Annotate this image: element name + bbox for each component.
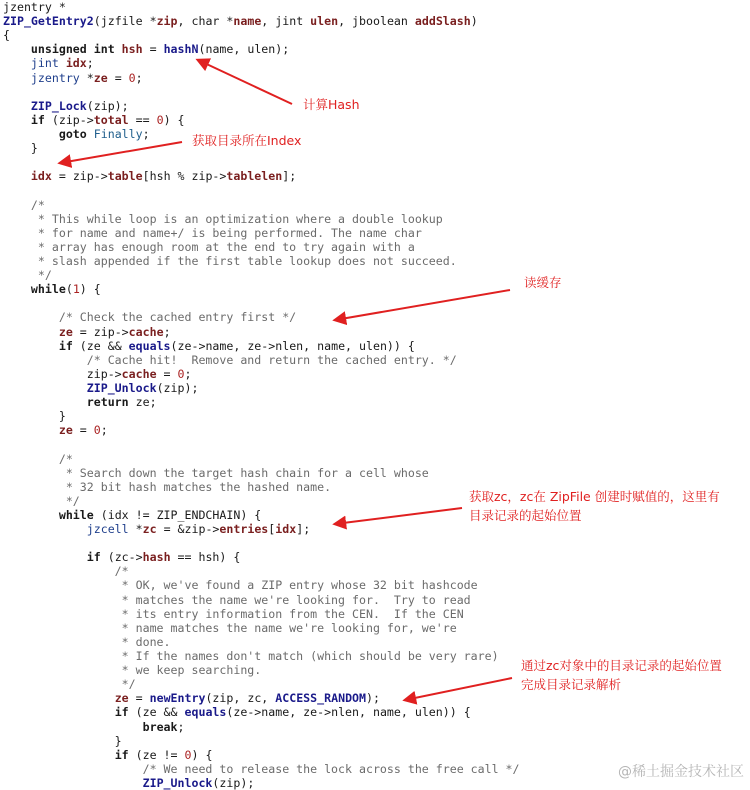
code-token: * its entry information from the CEN. If the CEN xyxy=(3,606,464,621)
code-token: cache xyxy=(121,366,157,381)
code-token: addSlash xyxy=(414,14,471,29)
code-token: ); xyxy=(366,691,380,706)
code-line xyxy=(3,85,520,99)
code-line xyxy=(3,762,520,776)
code-token: while xyxy=(30,282,66,297)
code-token xyxy=(3,325,59,339)
code-token: jzcell xyxy=(86,522,136,537)
code-token xyxy=(3,381,87,395)
code-token: * xyxy=(86,70,94,85)
annotation-get-zc-line1: 获取zc，zc在 ZipFile 创建时赋值的，这里有 xyxy=(469,489,720,504)
code-line xyxy=(3,621,520,635)
code-line xyxy=(3,437,520,451)
code-line xyxy=(3,522,520,536)
code-line xyxy=(3,268,520,282)
code-token: jint xyxy=(30,56,66,71)
code-token xyxy=(3,395,87,409)
code-token: [ xyxy=(268,522,276,537)
code-token: (ze && xyxy=(72,338,129,353)
annotation-get-zc-line2: 目录记录的起始位置 xyxy=(469,508,582,523)
code-line xyxy=(3,381,520,395)
code-token: ACCESS_RANDOM xyxy=(275,691,367,706)
code-line xyxy=(3,240,520,254)
code-token xyxy=(3,423,59,437)
code-token: * Search down the target hash chain for a cell whose xyxy=(3,465,429,480)
code-token: == xyxy=(128,112,157,127)
code-token: (zip); xyxy=(156,380,199,395)
code-token: (idx != ZIP_ENDCHAIN) { xyxy=(93,507,262,522)
code-token: newEntry xyxy=(149,691,206,706)
code-token xyxy=(3,550,87,564)
code-token: goto xyxy=(58,126,94,141)
code-token: { xyxy=(3,28,10,43)
code-line xyxy=(3,183,520,197)
annotation-get-dir-index: 获取目录所在Index xyxy=(192,133,302,148)
code-token: * name matches the name we're looking for, we're xyxy=(3,620,457,635)
code-line xyxy=(3,423,520,437)
code-token: = xyxy=(72,423,94,438)
code-token: /* xyxy=(3,451,73,466)
code-token: hashN xyxy=(163,42,199,57)
code-token: */ xyxy=(3,268,52,283)
code-token: cache xyxy=(128,324,164,339)
code-token: table xyxy=(107,169,143,184)
code-token xyxy=(3,705,115,719)
code-token: entries xyxy=(219,522,269,537)
code-line xyxy=(3,409,520,423)
code-token xyxy=(3,56,31,70)
code-token xyxy=(3,720,143,734)
code-token: if xyxy=(86,550,101,565)
code-token: 1 xyxy=(72,282,80,297)
code-line xyxy=(3,353,520,367)
code-token xyxy=(3,99,31,113)
code-token: hash xyxy=(142,550,171,565)
code-token: * This while loop is an optimization where a double lookup xyxy=(3,211,443,226)
code-line xyxy=(3,677,520,691)
code-line xyxy=(3,42,520,56)
code-token: */ xyxy=(3,493,80,508)
code-token: while xyxy=(58,507,94,522)
code-token: ; xyxy=(86,56,94,71)
code-token: idx xyxy=(275,522,297,537)
code-line xyxy=(3,113,520,127)
code-token: * xyxy=(135,522,143,537)
code-line xyxy=(3,71,520,85)
code-token: ZIP_Unlock xyxy=(142,776,213,790)
code-token: ]; xyxy=(282,169,297,184)
code-token: * 32 bit hash matches the hashed name. xyxy=(3,479,332,494)
code-line xyxy=(3,367,520,381)
code-token: 0 xyxy=(128,70,136,85)
code-token: zc xyxy=(142,522,157,537)
code-token: * matches the name we're looking for. Try to read xyxy=(3,592,471,607)
code-token: /* Check the cached entry first */ xyxy=(3,310,297,325)
code-token xyxy=(3,691,115,705)
code-line xyxy=(3,395,520,409)
code-line xyxy=(3,339,520,353)
code-token: break xyxy=(142,719,178,734)
code-token: tablelen xyxy=(226,169,283,184)
code-token: zip xyxy=(156,14,178,29)
code-token: , char * xyxy=(177,14,234,29)
code-line xyxy=(3,607,520,621)
annotation-parse-entry xyxy=(521,656,722,694)
code-token xyxy=(3,169,31,183)
code-token xyxy=(3,71,31,85)
code-token: name xyxy=(233,14,262,29)
watermark: @稀土掘金技术社区 xyxy=(618,764,744,780)
code-token: * done. xyxy=(3,634,171,649)
code-line xyxy=(3,550,520,564)
code-token: if xyxy=(58,338,73,353)
code-token xyxy=(3,748,115,762)
code-token: if xyxy=(114,705,129,720)
code-line xyxy=(3,254,520,268)
code-line xyxy=(3,99,520,113)
code-line xyxy=(3,169,520,183)
code-token: ; xyxy=(163,324,171,339)
code-line xyxy=(3,734,520,748)
code-token: ZIP_Lock xyxy=(30,98,87,113)
code-token: ( xyxy=(65,282,73,297)
code-token: ; xyxy=(177,719,185,734)
code-line xyxy=(3,14,520,28)
code-line xyxy=(3,691,520,705)
code-token: if xyxy=(114,747,129,762)
code-line xyxy=(3,649,520,663)
code-line xyxy=(3,212,520,226)
code-token: = zip-> xyxy=(51,169,108,184)
code-line xyxy=(3,0,520,14)
code-token: (jzfile * xyxy=(93,14,157,29)
code-line xyxy=(3,466,520,480)
code-line xyxy=(3,296,520,310)
code-token: ulen xyxy=(310,14,339,29)
code-token: } xyxy=(3,409,66,424)
code-token: (ze->name, ze->nlen, name, ulen)) { xyxy=(226,705,471,720)
code-line xyxy=(3,578,520,592)
code-token: * If the names don't match (which should be very rare) xyxy=(3,649,499,664)
code-token: * for name and name+/ is being performed. The name char xyxy=(3,225,422,240)
code-token: ; xyxy=(142,126,150,141)
code-token: ]; xyxy=(296,522,311,537)
code-token: idx xyxy=(65,56,87,71)
code-line xyxy=(3,720,520,734)
code-token: ze xyxy=(58,324,73,339)
code-token: * OK, we've found a ZIP entry whose 32 bit hashcode xyxy=(3,578,478,593)
code-token: = &zip-> xyxy=(156,522,220,537)
code-token: * slash appended if the first table lookup does not succeed. xyxy=(3,253,457,268)
code-token: * we keep searching. xyxy=(3,663,262,678)
code-token xyxy=(3,127,59,141)
code-token: jzentry * xyxy=(3,0,66,14)
code-token xyxy=(3,522,87,536)
code-token xyxy=(3,339,59,353)
code-token: = xyxy=(107,70,129,85)
annotation-read-cache: 读缓存 xyxy=(524,275,562,290)
code-token: = zip-> xyxy=(72,324,129,339)
code-token: /* xyxy=(3,197,45,212)
code-token: == hsh) { xyxy=(170,550,241,565)
code-line xyxy=(3,494,520,508)
code-token: (ze != xyxy=(128,747,185,762)
code-token: 0 xyxy=(93,423,101,438)
code-token: 0 xyxy=(177,366,185,381)
code-token: = xyxy=(156,366,178,381)
code-token: if xyxy=(30,112,45,127)
code-line xyxy=(3,282,520,296)
code-token: (zip); xyxy=(212,776,255,790)
code-token: (zip); xyxy=(86,98,129,113)
code-token: 0 xyxy=(184,747,192,762)
code-line xyxy=(3,593,520,607)
code-token: [hsh % zip-> xyxy=(142,169,227,184)
code-token: } xyxy=(3,141,38,156)
code-line xyxy=(3,226,520,240)
code-token: unsigned int xyxy=(30,42,122,57)
code-token: } xyxy=(3,733,122,748)
code-token: (zc-> xyxy=(100,550,143,565)
code-line xyxy=(3,310,520,324)
code-token: zip-> xyxy=(3,366,122,381)
code-line xyxy=(3,56,520,70)
code-line xyxy=(3,663,520,677)
code-token: (name, ulen); xyxy=(198,42,290,57)
code-line xyxy=(3,325,520,339)
code-token: (ze && xyxy=(128,705,185,720)
code-token: = xyxy=(142,42,164,57)
code-token xyxy=(3,42,31,56)
code-token xyxy=(3,282,31,296)
code-line xyxy=(3,635,520,649)
annotation-parse-entry-line1: 通过zc对象中的目录记录的起始位置 xyxy=(521,658,722,673)
code-line xyxy=(3,480,520,494)
code-token: ZIP_GetEntry2 xyxy=(3,14,94,29)
code-token: ze xyxy=(58,423,73,438)
code-line xyxy=(3,776,520,790)
code-token: ze xyxy=(114,691,129,706)
code-line xyxy=(3,198,520,212)
code-token: ; xyxy=(100,423,108,438)
source-code-listing xyxy=(3,0,520,790)
code-token: ; xyxy=(135,70,143,85)
code-token: /* We need to release the lock across the free call */ xyxy=(3,761,520,776)
code-token: ZIP_Unlock xyxy=(86,380,157,395)
code-line xyxy=(3,705,520,719)
annotation-get-zc xyxy=(469,487,720,525)
code-token: total xyxy=(93,112,129,127)
code-token: equals xyxy=(128,338,171,353)
code-token: equals xyxy=(184,705,227,720)
code-line xyxy=(3,508,520,522)
code-token: /* Cache hit! Remove and return the cached entry. */ xyxy=(3,352,457,367)
code-token: ) { xyxy=(79,282,101,297)
code-token: Finally xyxy=(93,126,143,141)
code-token: ) { xyxy=(163,112,185,127)
code-token: ) { xyxy=(191,747,213,762)
code-token: ; xyxy=(184,366,192,381)
code-token: /* xyxy=(3,564,129,579)
code-token: ze xyxy=(93,70,108,85)
code-line xyxy=(3,452,520,466)
code-line xyxy=(3,564,520,578)
code-token: (zip, zc, xyxy=(205,691,276,706)
code-token: idx xyxy=(30,169,52,184)
code-token: , jboolean xyxy=(338,14,415,29)
code-token: ze; xyxy=(128,395,157,410)
code-line xyxy=(3,748,520,762)
code-line xyxy=(3,28,520,42)
code-token: * array has enough room at the end to try again with a xyxy=(3,239,415,254)
code-token: (zip-> xyxy=(44,112,94,127)
code-token: return xyxy=(86,395,129,410)
code-token: hsh xyxy=(121,42,143,57)
annotation-compute-hash: 计算Hash xyxy=(303,97,360,112)
code-token xyxy=(3,776,143,790)
code-token: ) xyxy=(470,14,478,29)
code-token xyxy=(3,113,31,127)
code-line xyxy=(3,536,520,550)
code-token: , jint xyxy=(261,14,311,29)
code-token: = xyxy=(128,691,150,706)
code-token: */ xyxy=(3,677,136,692)
code-token: 0 xyxy=(156,112,164,127)
code-token xyxy=(3,508,59,522)
code-line xyxy=(3,155,520,169)
code-token: (ze->name, ze->nlen, name, ulen)) { xyxy=(170,338,415,353)
annotation-parse-entry-line2: 完成目录记录解析 xyxy=(521,677,622,692)
code-token: jzentry xyxy=(30,70,87,85)
